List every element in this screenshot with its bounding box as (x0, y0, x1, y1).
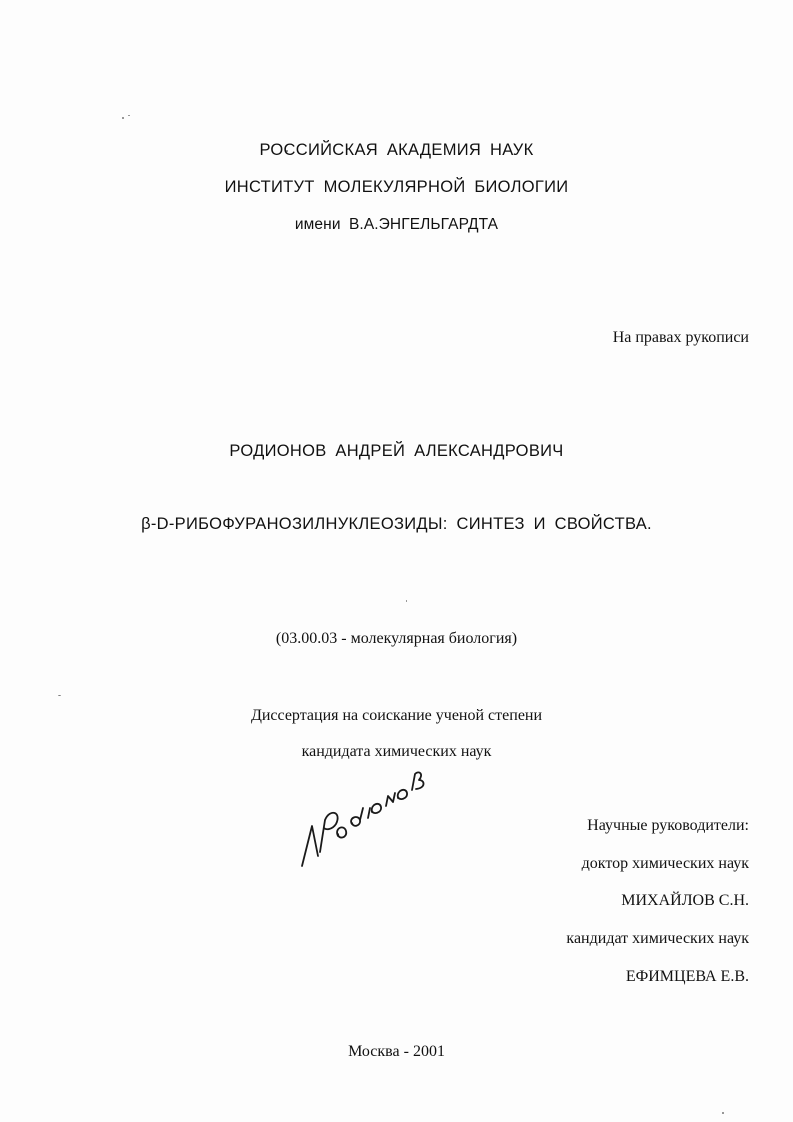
signature-stroke (372, 804, 381, 813)
scan-speck (128, 115, 130, 116)
institute-heading: ИНСТИТУТ МОЛЕКУЛЯРНОЙ БИОЛОГИИ (224, 178, 569, 196)
named-after-line: имени В.А.ЭНГЕЛЬГАРДТА (294, 216, 499, 233)
city-year: Москва - 2001 (348, 1043, 445, 1060)
supervisor-1-degree: доктор химических наук (581, 855, 749, 872)
specialty-code: (03.00.03 - молекулярная биология) (275, 630, 518, 647)
scan-speck (58, 695, 61, 696)
academy-heading: РОССИЙСКАЯ АКАДЕМИЯ НАУК (259, 141, 534, 159)
supervisors-heading: Научные руководители: (587, 817, 749, 834)
handwritten-signature (292, 768, 442, 876)
signature-stroke (412, 772, 424, 790)
signature-stroke (337, 827, 346, 837)
rights-note: На правах рукописи (612, 329, 749, 346)
scan-speck (122, 117, 124, 119)
supervisor-1-name: МИХАЙЛОВ С.Н. (621, 892, 749, 909)
signature-stroke (368, 808, 370, 818)
degree-line-1: Диссертация на соискание ученой степени (250, 707, 543, 724)
signature-stroke (351, 808, 363, 826)
signature-stroke (320, 813, 338, 852)
degree-line-2: кандидата химических наук (301, 743, 492, 760)
supervisor-2-degree: кандидат химических наук (566, 930, 749, 947)
signature-stroke (398, 790, 407, 799)
supervisor-2-name: ЕФИМЦЕВА Е.В. (625, 968, 749, 985)
signature-stroke (386, 793, 395, 806)
dissertation-title: β-D-РИБОФУРАНОЗИЛНУКЛЕОЗИДЫ: СИНТЕЗ И СВОЙСТВА. (141, 515, 652, 533)
scan-speck (406, 600, 407, 602)
signature-stroke (302, 826, 318, 866)
author-name: РОДИОНОВ АНДРЕЙ АЛЕКСАНДРОВИЧ (229, 442, 564, 460)
scan-speck (722, 1112, 724, 1114)
